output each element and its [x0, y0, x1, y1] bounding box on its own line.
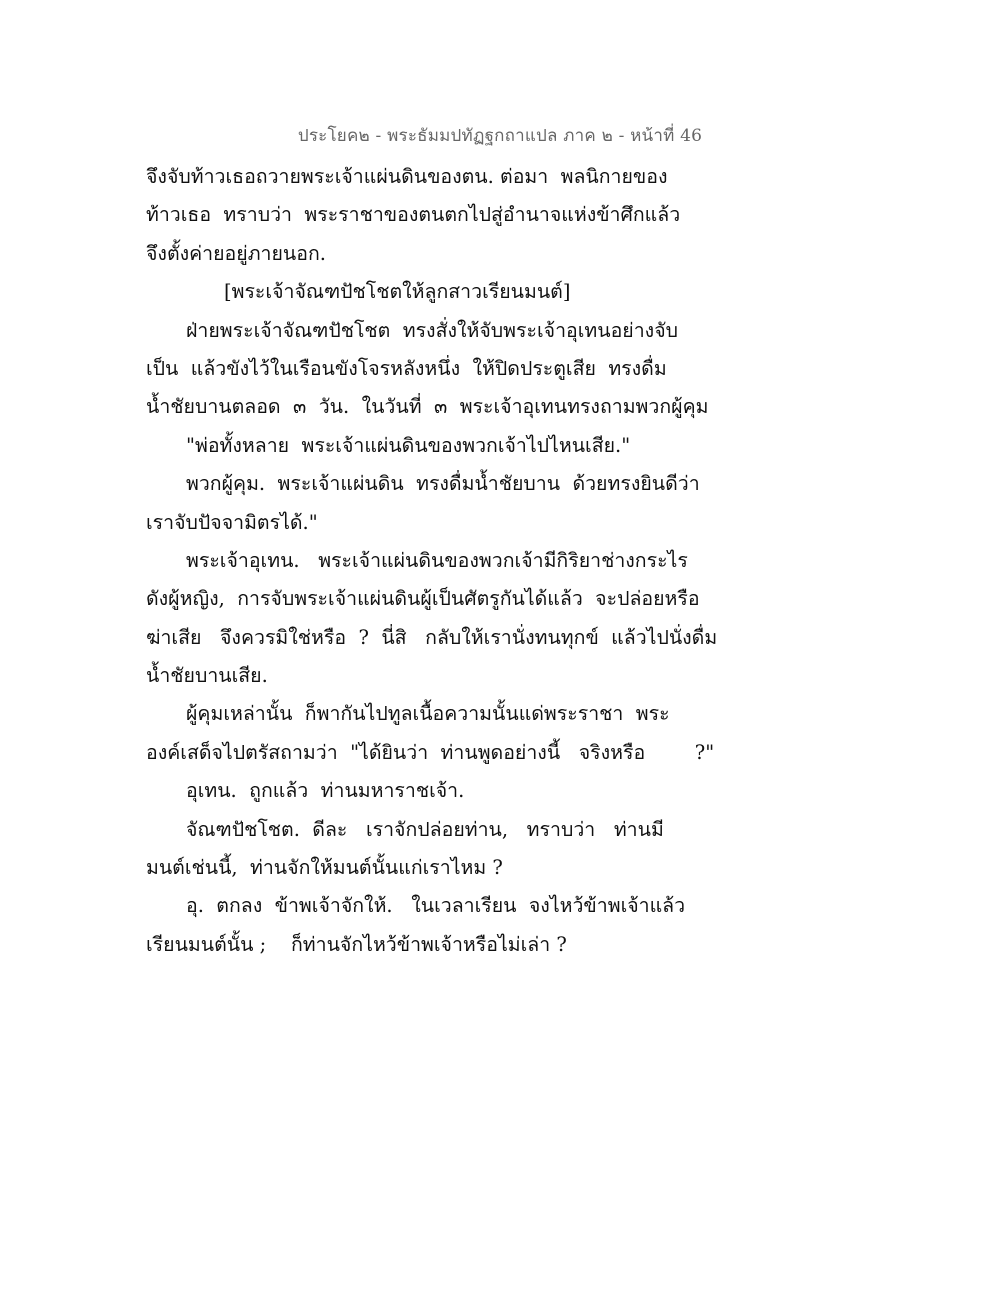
text-line: มนต์เช่นนี้, ท่านจักให้มนต์นั้นแก่เราไหม ?	[146, 856, 503, 880]
text-line: "พ่อทั้งหลาย พระเจ้าแผ่นดินของพวกเจ้าไปไหนเสีย."	[186, 433, 631, 457]
section-heading: [พระเจ้าจัณฑปัชโชตให้ลูกสาวเรียนมนต์]	[224, 280, 571, 304]
text-line: จัณฑปัชโชต. ดีละ เราจักปล่อยท่าน, ทราบว่า ท่านมี	[186, 817, 664, 841]
text-line: ผู้คุมเหล่านั้น ก็พากันไปทูลเนื้อความนั้นแด่พระราชา พระ	[186, 702, 670, 726]
text-line: องค์เสด็จไปตรัสถามว่า "ได้ยินว่า ท่านพูดอย่างนี้ จริงหรือ ?"	[146, 740, 715, 764]
text-line: ฝ่ายพระเจ้าจัณฑปัชโชต ทรงสั่งให้จับพระเจ้าอุเทนอย่างจับ	[186, 318, 678, 342]
text-line: เรียนมนต์นั้น ; ก็ท่านจักไหว้ข้าพเจ้าหรือไม่เล่า ?	[146, 932, 567, 956]
document-body	[146, 158, 718, 964]
text-line: ฆ่าเสีย จึงควรมิใช่หรือ ? นี่สิ กลับให้เรานั่งทนทุกข์ แล้วไปนั่งดื่ม	[146, 625, 718, 649]
text-line: น้ำชัยบานเสีย.	[146, 664, 268, 688]
text-line: พวกผู้คุม. พระเจ้าแผ่นดิน ทรงดื่มน้ำชัยบาน ด้วยทรงยินดีว่า	[186, 472, 700, 496]
header-text: ประโยค๒ - พระธัมมปทัฏฐกถาแปล ภาค ๒ - หน้าที่ 46	[297, 126, 703, 146]
text-line: จึงตั้งค่ายอยู่ภายนอก.	[146, 241, 326, 265]
page-header	[0, 122, 1000, 149]
text-line: จึงจับท้าวเธอถวายพระเจ้าแผ่นดินของตน. ต่อมา พลนิกายของ	[146, 165, 668, 188]
text-line: ดังผู้หญิง, การจับพระเจ้าแผ่นดินผู้เป็นศัตรูกันได้แล้ว จะปล่อยหรือ	[146, 587, 700, 611]
text-line: อุเทน. ถูกแล้ว ท่านมหาราชเจ้า.	[186, 779, 465, 803]
text-line: เป็น แล้วขังไว้ในเรือนขังโจรหลังหนึ่ง ให้ปิดประตูเสีย ทรงดื่ม	[146, 356, 667, 380]
text-line: ท้าวเธอ ทราบว่า พระราชาของตนตกไปสู่อำนาจแห่งข้าศึกแล้ว	[146, 203, 681, 227]
text-line: อุ. ตกลง ข้าพเจ้าจักให้. ในเวลาเรียน จงไหว้ข้าพเจ้าแล้ว	[186, 894, 686, 918]
text-line: เราจับปัจจามิตรได้."	[146, 510, 318, 534]
text-line: พระเจ้าอุเทน. พระเจ้าแผ่นดินของพวกเจ้ามีกิริยาช่างกระไร	[186, 548, 688, 572]
text-line: น้ำชัยบานตลอด ๓ วัน. ในวันที่ ๓ พระเจ้าอุเทนทรงถามพวกผู้คุม	[146, 395, 709, 419]
